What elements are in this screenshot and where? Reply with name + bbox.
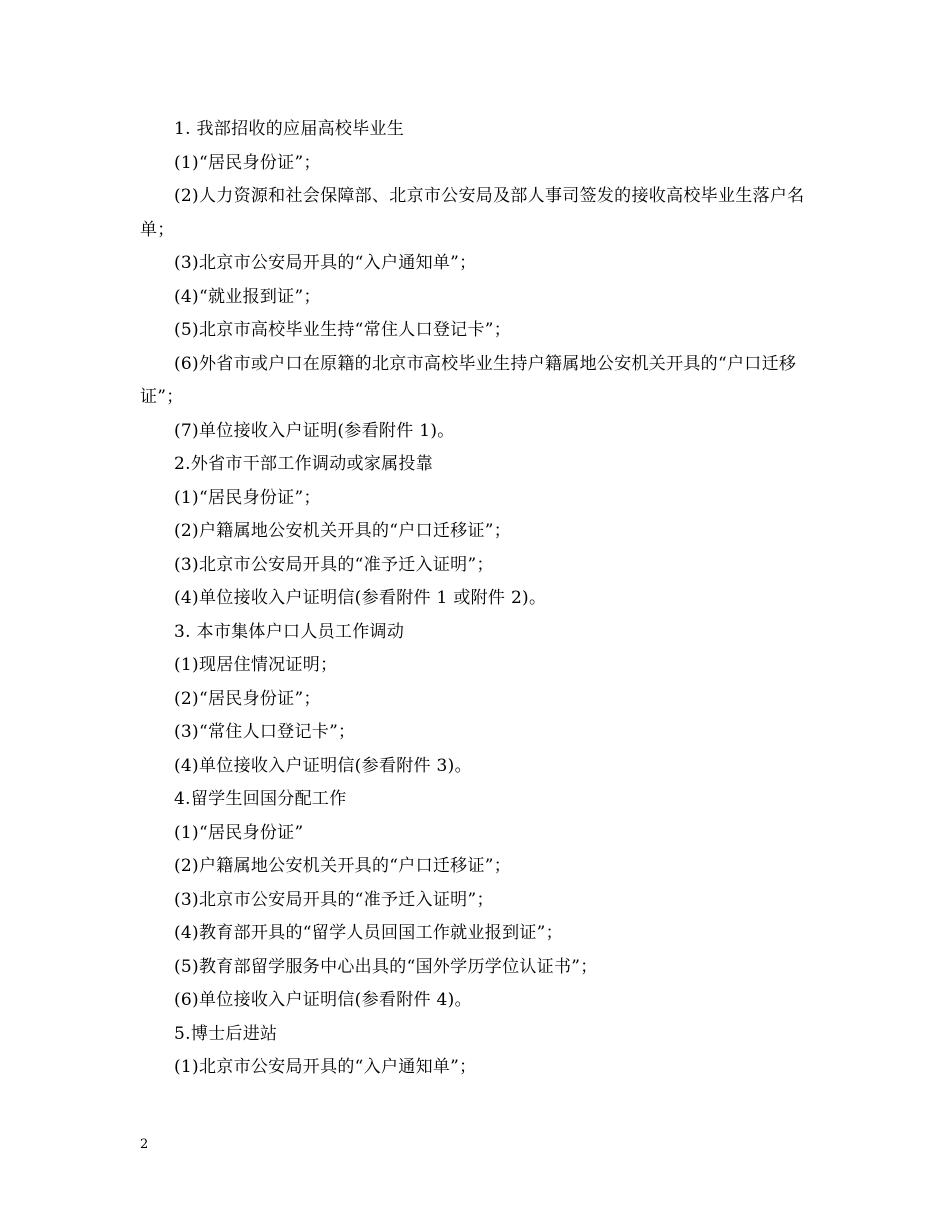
list-item: (4)单位接收入户证明信(参看附件 3)。 bbox=[174, 755, 472, 776]
list-item: (2)户籍属地公安机关开具的“户口迁移证”； bbox=[174, 521, 512, 541]
heading-4: 4.留学生回国分配工作 bbox=[174, 789, 347, 809]
list-item: (7)单位接收入户证明(参看附件 1)。 bbox=[174, 420, 455, 441]
list-item: (3)“常住人口登记卡”； bbox=[174, 722, 356, 742]
list-item: (1)北京市公安局开具的“入户通知单”； bbox=[174, 1057, 477, 1077]
page-number: 2 bbox=[140, 1137, 149, 1152]
list-item: (6)单位接收入户证明信(参看附件 4)。 bbox=[174, 990, 472, 1010]
list-item: (3)北京市公安局开具的“入户通知单”； bbox=[174, 253, 477, 273]
list-item: (4)“就业报到证”； bbox=[174, 286, 321, 307]
list-item: (1)“居民身份证”； bbox=[174, 152, 321, 173]
list-item: (1)“居民身份证” bbox=[174, 822, 304, 843]
list-item: (3)北京市公安局开具的“准予迁入证明”； bbox=[174, 889, 494, 910]
list-item: (3)北京市公安局开具的“准予迁入证明”； bbox=[174, 554, 494, 575]
heading-3: 3. 本市集体户口人员工作调动 bbox=[174, 621, 405, 642]
list-item: (6)外省市或户口在原籍的北京市高校毕业生持户籍属地公安机关开具的“户口迁移证”； bbox=[140, 353, 797, 407]
list-item: (1)“居民身份证”； bbox=[174, 487, 321, 508]
list-item: (4)单位接收入户证明信(参看附件 1 或附件 2)。 bbox=[174, 588, 547, 608]
list-item: (5)北京市高校毕业生持“常住人口登记卡”； bbox=[174, 320, 512, 340]
list-item: (4)教育部开具的“留学人员回国工作就业报到证”； bbox=[174, 923, 563, 943]
list-item: (5)教育部留学服务中心出具的“国外学历学位认证书”； bbox=[174, 956, 598, 977]
heading-2: 2.外省市干部工作调动或家属投靠 bbox=[174, 454, 434, 474]
list-item: (2)“居民身份证”； bbox=[174, 688, 321, 709]
list-item: (2)人力资源和社会保障部、北京市公安局及部人事司签发的接收高校毕业生落户名单； bbox=[140, 186, 805, 240]
heading-1: 1. 我部招收的应届高校毕业生 bbox=[174, 119, 405, 139]
document-body bbox=[140, 113, 820, 1085]
list-item: (2)户籍属地公安机关开具的“户口迁移证”； bbox=[174, 856, 512, 876]
list-item: (1)现居住情况证明； bbox=[174, 655, 338, 675]
heading-5: 5.博士后进站 bbox=[174, 1023, 278, 1044]
